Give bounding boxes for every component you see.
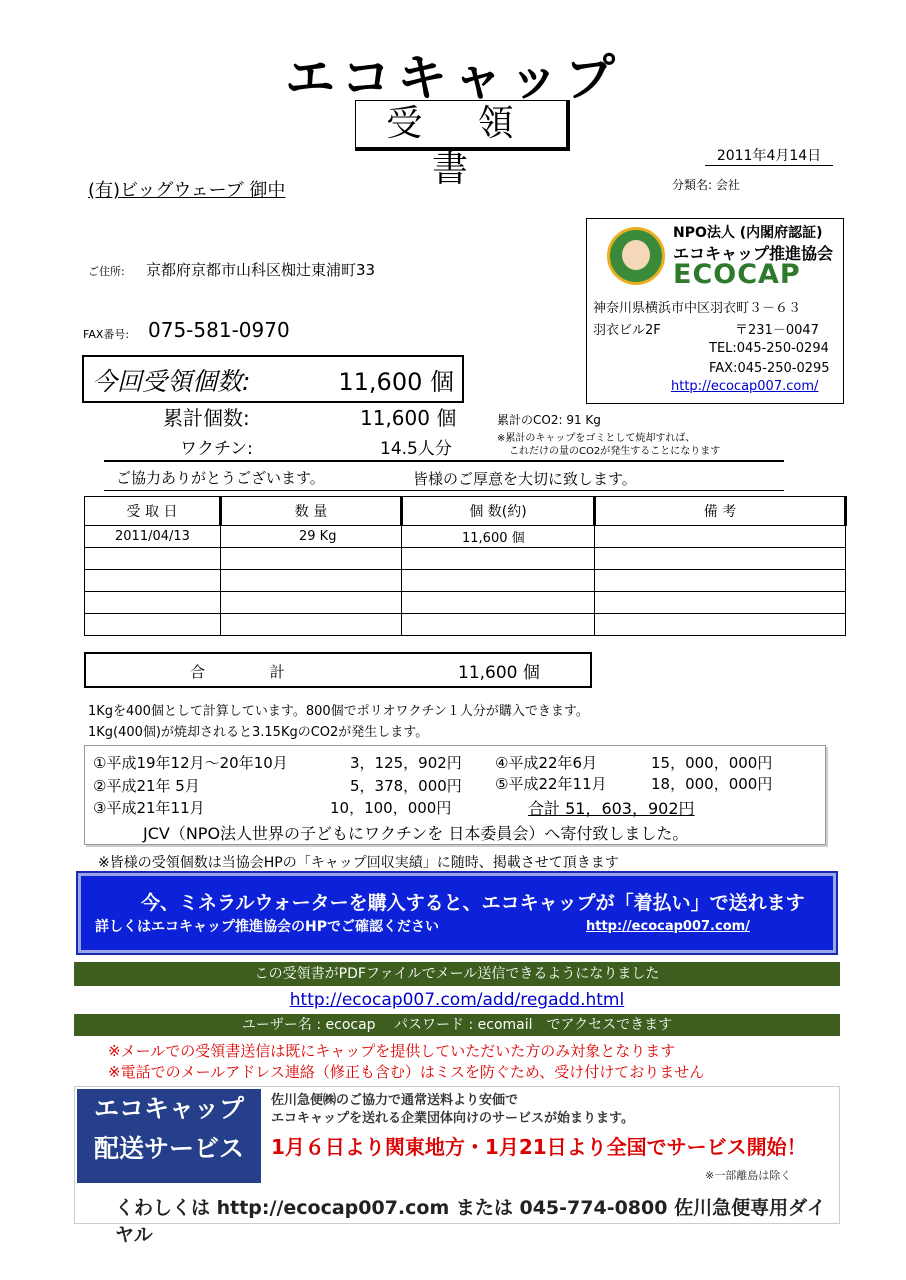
banner-url-link[interactable]: http://ecocap007.com/ — [586, 919, 750, 934]
pdf-registration-link[interactable]: http://ecocap007.com/add/regadd.html — [289, 990, 625, 1010]
table-row — [85, 614, 846, 636]
hp-note: ※皆様の受領個数は当協会HPの「キャップ回収実績」に随時、掲載させて頂きます — [98, 855, 619, 871]
table-row — [85, 548, 846, 570]
service-contact: くわしくは http://ecocap007.com または 045-774-0800 佐川急便専用ダイヤル — [115, 1197, 826, 1246]
divider — [104, 490, 784, 491]
logo-face-icon — [622, 240, 650, 270]
cell-remarks — [595, 592, 846, 614]
donation-1-label: ①平成19年12月～20年10月 — [93, 754, 288, 772]
calc-note-1: 1Kgを400個として計算しています。800個でポリオワクチン１人分が購入できます。 — [88, 704, 589, 719]
donation-3-amount: 10，100，000円 — [330, 799, 452, 817]
cumulative-label: 累計個数: — [163, 406, 250, 430]
address-label: ご住所: — [88, 265, 125, 278]
service-desc-1: 佐川急便㈱のご協力で通常送料より安価で — [271, 1093, 519, 1108]
header-quantity: 数 量 — [221, 497, 402, 526]
donation-summary — [84, 745, 826, 845]
ecocap-logo-icon — [607, 227, 665, 285]
donation-2-label: ②平成21年 5月 — [93, 777, 200, 795]
npo-certification: NPO法人 (内閣府認証) — [673, 225, 823, 241]
table-row — [85, 526, 846, 548]
cell-count — [402, 592, 595, 614]
total-value: 11,600 個 — [458, 663, 540, 683]
cell-count: 11,600 個 — [402, 526, 595, 548]
cell-quantity: 29 Kg — [221, 526, 402, 548]
co2-note-line1: ※累計のキャップをゴミとして焼却すれば、 — [497, 433, 696, 444]
cell-quantity — [221, 570, 402, 592]
vaccine-label: ワクチン: — [180, 439, 253, 459]
service-exception-note: ※一部離島は除く — [705, 1169, 792, 1182]
donation-2-amount: 5，378，000円 — [350, 777, 462, 795]
npo-tel: TEL:045-250-0294 — [709, 341, 829, 356]
table-row — [85, 570, 846, 592]
fax-label: FAX番号: — [83, 328, 130, 341]
cell-remarks — [595, 526, 846, 548]
npo-postal: 〒231－0047 — [735, 323, 819, 338]
divider — [104, 460, 784, 462]
cell-quantity — [221, 548, 402, 570]
banner-headline: 今、ミネラルウォーターを購入すると、エコキャップが「着払い」で送れます — [141, 892, 805, 914]
donation-5-amount: 18，000，000円 — [651, 775, 773, 793]
cell-remarks — [595, 548, 846, 570]
receipt-table — [84, 496, 847, 636]
cell-remarks — [595, 614, 846, 636]
cell-count — [402, 614, 595, 636]
cell-count — [402, 570, 595, 592]
mineral-water-banner[interactable] — [78, 873, 836, 953]
recipient-name: (有)ビッグウェーブ 御中 — [88, 180, 286, 201]
document-title: エコキャップ — [285, 49, 621, 107]
pdf-note-1: ※メールでの受領書送信は既にキャップを提供していただいた方のみ対象となります — [108, 1042, 676, 1060]
calc-note-2: 1Kg(400個)が焼却されると3.15KgのCO2が発生します。 — [88, 725, 429, 740]
donation-total: 合計 51，603，902円 — [528, 799, 695, 818]
cumulative-value: 11,600 個 — [360, 406, 457, 430]
total-row — [84, 652, 592, 688]
issue-date: 2011年4月14日 — [705, 145, 833, 166]
header-remarks: 備 考 — [595, 497, 846, 526]
table-row — [85, 592, 846, 614]
this-count-value: 11,600 個 — [338, 368, 454, 396]
jcv-note: JCV（NPO法人世界の子どもにワクチンを 日本委員会）へ寄付致しました。 — [143, 824, 689, 843]
address-value: 京都府京都市山科区椥辻東浦町33 — [146, 261, 376, 279]
cell-count — [402, 548, 595, 570]
npo-url-link[interactable]: http://ecocap007.com/ — [671, 379, 819, 394]
category-label: 分類名: 会社 — [672, 178, 740, 192]
npo-building: 羽衣ビル2F — [593, 323, 661, 338]
cell-date: 2011/04/13 — [85, 526, 221, 548]
this-count-label: 今回受領個数: — [92, 367, 251, 396]
npo-name: エコキャップ推進協会 — [673, 244, 834, 263]
co2-total: 累計のCO2: 91 Kg — [497, 413, 601, 427]
cell-date — [85, 570, 221, 592]
service-title-box — [77, 1089, 261, 1183]
gratitude-message: 皆様のご厚意を大切に致します。 — [413, 470, 637, 488]
pdf-note-2: ※電話でのメールアドレス連絡（修正も含む）はミスを防ぐため、受け付けておりません — [108, 1063, 705, 1081]
this-count-box — [82, 355, 464, 403]
cell-date — [85, 592, 221, 614]
document-subtitle: 受 領 書 — [355, 100, 570, 151]
service-start-date: 1月６日より関東地方・1月21日より全国でサービス開始！ — [271, 1135, 807, 1159]
donation-3-label: ③平成21年11月 — [93, 799, 205, 817]
total-label: 合 計 — [190, 663, 285, 681]
cell-remarks — [595, 570, 846, 592]
service-title-line1: エコキャップ — [93, 1094, 244, 1123]
co2-note-line2: これだけの量のCO2が発生することになります — [509, 446, 721, 457]
vaccine-value: 14.5人分 — [380, 439, 452, 459]
thanks-message: ご協力ありがとうございます。 — [116, 469, 325, 487]
donation-4-label: ④平成22年6月 — [495, 754, 598, 772]
service-title-line2: 配送サービス — [93, 1134, 244, 1163]
service-desc-2: エコキャップを送れる企業団体向けのサービスが始まります。 — [271, 1111, 634, 1126]
npo-fax: FAX:045-250-0295 — [709, 361, 830, 376]
banner-subline: 詳しくはエコキャップ推進協会のHPでご確認ください — [95, 919, 439, 935]
co2-note — [497, 432, 720, 458]
login-info-bar: ユーザー名 : ecocap パスワード : ecomail でアクセスできます — [74, 1014, 840, 1036]
header-count: 個 数(約) — [402, 497, 595, 526]
fax-value: 075-581-0970 — [148, 318, 290, 342]
cell-quantity — [221, 614, 402, 636]
pdf-notice-bar: この受領書がPDFファイルでメール送信できるようになりました — [74, 962, 840, 986]
cell-quantity — [221, 592, 402, 614]
donation-5-label: ⑤平成22年11月 — [495, 775, 607, 793]
donation-1-amount: 3，125，902円 — [350, 754, 462, 772]
npo-info-box — [586, 218, 844, 404]
table-header-row — [85, 497, 846, 526]
npo-logo-text: ECOCAP — [673, 259, 801, 290]
delivery-service-ad — [74, 1086, 840, 1246]
donation-4-amount: 15，000，000円 — [651, 754, 773, 772]
cell-date — [85, 614, 221, 636]
header-date: 受 取 日 — [85, 497, 221, 526]
cell-date — [85, 548, 221, 570]
npo-address: 神奈川県横浜市中区羽衣町３－６３ — [593, 301, 802, 316]
